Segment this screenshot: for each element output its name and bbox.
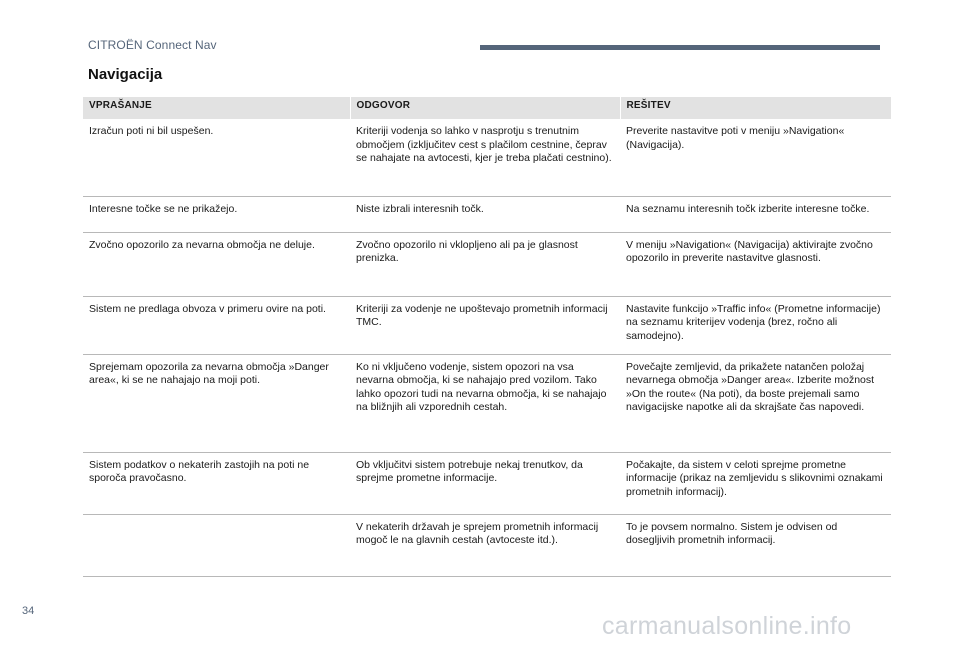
page-title: Navigacija (88, 66, 163, 83)
answer-cell: Zvočno opozorilo ni vklopljeno ali pa je glasnost prenizka. (350, 232, 620, 296)
solution-cell: Počakajte, da sistem v celoti sprejme prometne informacije (prikaz na zemljevidu s slikovnimi oznakami prometnih informacij). (620, 452, 891, 514)
solution-cell: V meniju »Navigation« (Navigacija) aktivirajte zvočno opozorilo in preverite nastavitve glasnosti. (620, 232, 891, 296)
table-row (83, 514, 891, 576)
column-header-answer: ODGOVOR (350, 97, 620, 119)
question-cell: Izračun poti ni bil uspešen. (83, 119, 350, 196)
answer-cell: Kriteriji vodenja so lahko v nasprotju s trenutnim območjem (izključitev cest s plačilom cestnine, čeprav se nahajate na avtocesti, kjer je treba plačati cestnino). (350, 119, 620, 196)
table-row (83, 232, 891, 296)
page-number: 34 (22, 605, 35, 617)
header-bar (480, 45, 880, 50)
table-row (83, 196, 891, 232)
watermark: carmanualsonline.info (602, 612, 852, 640)
column-header-question: VPRAŠANJE (83, 97, 350, 119)
question-cell: Zvočno opozorilo za nevarna območja ne deluje. (83, 232, 350, 296)
question-cell: Sistem ne predlaga obvoza v primeru ovire na poti. (83, 296, 350, 354)
question-cell: Sistem podatkov o nekaterih zastojih na poti ne sporoča pravočasno. (83, 452, 350, 514)
question-cell: Sprejemam opozorila za nevarna območja »Danger area«, ki se ne nahajajo na moji poti. (83, 354, 350, 452)
question-cell (83, 514, 350, 576)
solution-cell: Nastavite funkcijo »Traffic info« (Prometne informacije) na seznamu kriterijev vodenja (brez, ročno ali samodejno). (620, 296, 891, 354)
column-header-solution: REŠITEV (620, 97, 891, 119)
answer-cell: Kriteriji za vodenje ne upoštevajo prometnih informacij TMC. (350, 296, 620, 354)
answer-cell: V nekaterih državah je sprejem prometnih informacij mogoč le na glavnih cestah (avtoceste itd.). (350, 514, 620, 576)
question-cell: Interesne točke se ne prikažejo. (83, 196, 350, 232)
table-row (83, 296, 891, 354)
solution-cell: Preverite nastavitve poti v meniju »Navigation« (Navigacija). (620, 119, 891, 196)
solution-cell: Na seznamu interesnih točk izberite interesne točke. (620, 196, 891, 232)
solution-cell: Povečajte zemljevid, da prikažete natančen položaj nevarnega območja »Danger area«. Izberite možnost »On the route« (Na poti), da boste prejemali samo navigacijske napotke ali da skrajšate čas napovedi. (620, 354, 891, 452)
answer-cell: Niste izbrali interesnih točk. (350, 196, 620, 232)
table-row (83, 354, 891, 452)
solution-cell: To je povsem normalno. Sistem je odvisen od dosegljivih prometnih informacij. (620, 514, 891, 576)
brand-label: CITROËN Connect Nav (88, 38, 217, 52)
table-row (83, 119, 891, 196)
table-row (83, 452, 891, 514)
table-header-row (83, 97, 891, 119)
answer-cell: Ko ni vključeno vodenje, sistem opozori na vsa nevarna območja, ki se nahajajo pred vozilom. Tako lahko opozori tudi na nevarna območja, ki se nahajajo na bližnjih ali vzporednih cestah. (350, 354, 620, 452)
troubleshooting-table (83, 97, 891, 577)
answer-cell: Ob vključitvi sistem potrebuje nekaj trenutkov, da sprejme prometne informacije. (350, 452, 620, 514)
